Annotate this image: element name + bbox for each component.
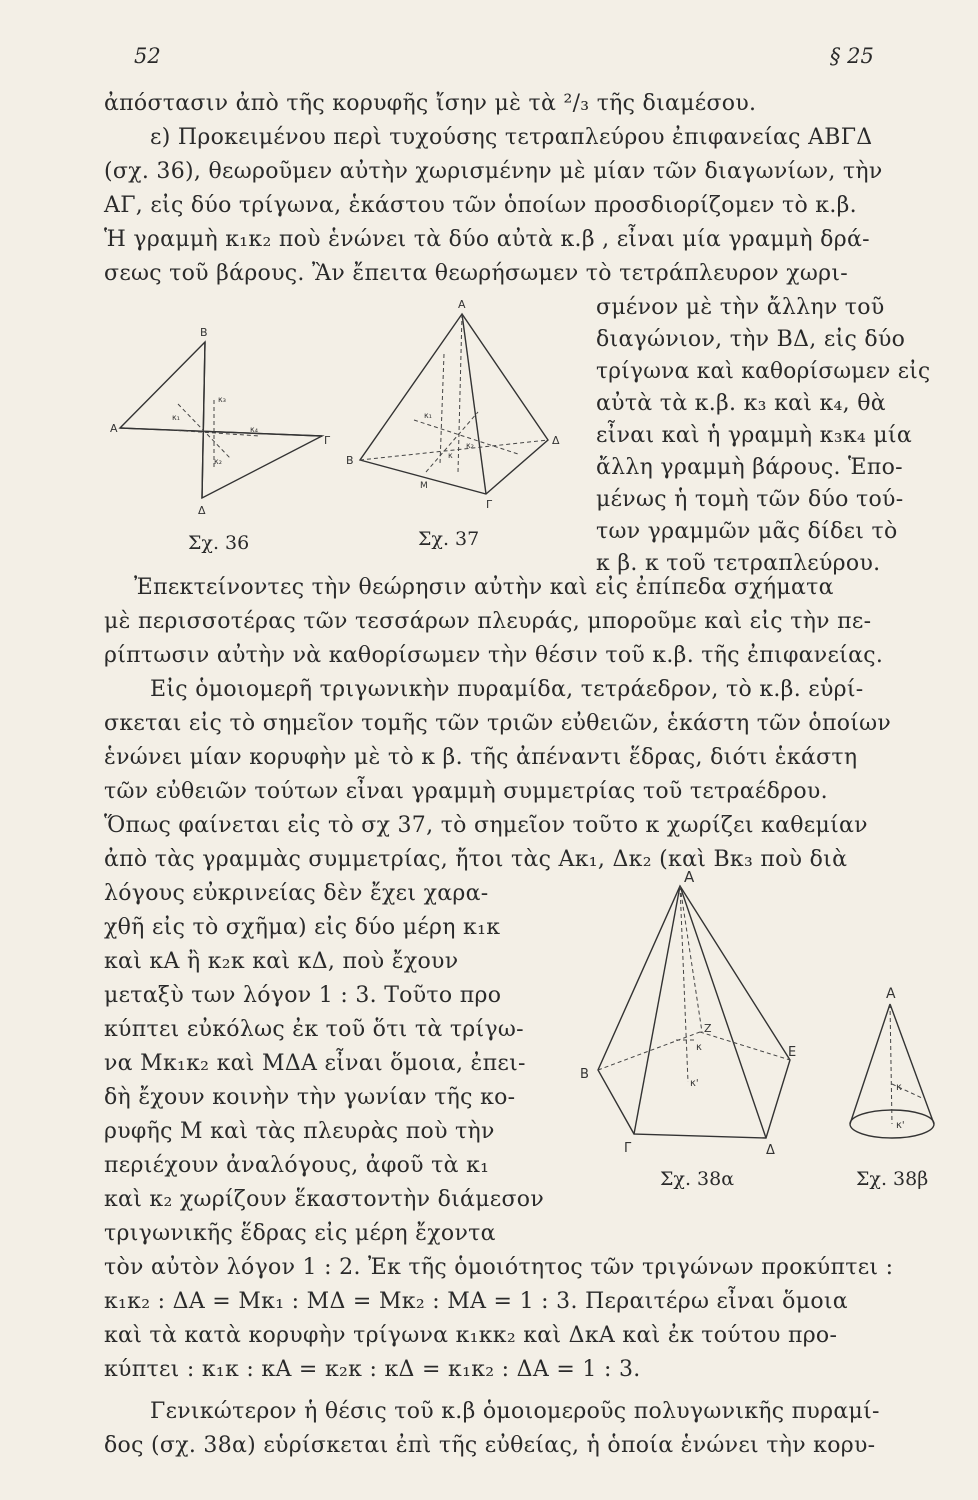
label-Z: Ζ [704,1022,712,1035]
figure-36 [110,320,340,520]
text-line: ΑΓ, εἰς δύο τρίγωνα, ἑκάστου τῶν ὁποίων προσδιορίζομεν τὸ κ.β. [104,193,857,218]
text-line: Ἡ γραμμὴ κ₁κ₂ ποὺ ἑνώνει τὰ δύο αὐτὰ κ.β , εἶναι μία γραμμὴ δρά- [104,227,870,252]
text-line: (σχ. 36), θεωροῦμεν αὐτὴν χωρισμένην μὲ μίαν τῶν διαγωνίων, τὴν [104,159,883,184]
text-line: κ β. κ τοῦ τετραπλεύρου. [596,551,881,576]
label-k-prime: κ' [896,1120,905,1131]
text-line: περιέχουν ἀναλόγους, ἀφοῦ τὰ κ₁ [104,1153,490,1178]
text-line: τῶν εὐθειῶν τούτων εἶναι γραμμὴ συμμετρίας τοῦ τετραέδρου. [104,779,828,804]
label-E: Ε [788,1045,797,1060]
label-k2: κ₂ [214,457,222,466]
label-M: Μ [420,481,428,491]
text-line: των γραμμῶν μᾶς δίδει τὸ [596,519,898,544]
text-line: τὸν αὐτὸν λόγον 1 : 2. Ἐκ τῆς ὁμοιότητος τῶν τριγώνων προκύπτει : [104,1255,894,1280]
text-line: καὶ κΑ ἢ κ₂κ καὶ κΔ, ποὺ ἔχουν [104,949,459,974]
text-line: Εἰς ὁμοιομερῆ τριγωνικὴν πυραμίδα, τετράεδρον, τὸ κ.β. εὑρί- [150,677,864,702]
label-k1: κ₁ [172,413,180,422]
text-line: μένως ἡ τομὴ τῶν δύο τού- [596,487,904,512]
caption-fig-38a: Σχ. 38α [660,1168,735,1190]
label-A: Α [886,986,896,1002]
label-G: Γ [624,1141,632,1156]
label-D: Δ [552,434,560,447]
label-k: κ [896,1082,902,1093]
text-line: μεταξὺ των λόγον 1 : 3. Τοῦτο προ [104,983,502,1008]
label-B: Β [580,1067,589,1082]
text-line: χθῆ εἰς τὸ σχῆμα) εἰς δύο μέρη κ₁κ [104,915,501,940]
text-line: Γενικώτερον ἡ θέσις τοῦ κ.β ὁμοιομεροῦς πολυγωνικῆς πυραμί- [150,1399,880,1424]
text-line: ρυφῆς Μ καὶ τὰς πλευρὰς ποὺ τὴν [104,1119,495,1144]
caption-fig-38b: Σχ. 38β [856,1168,929,1190]
text-line: κύπτει : κ₁κ : κΑ = κ₂κ : κΔ = κ₁κ₂ : ΔΑ = 1 : 3. [104,1357,641,1382]
caption-fig-36: Σχ. 36 [188,532,250,554]
text-line: αὐτὰ τὰ κ.β. κ₃ καὶ κ₄, θὰ [596,391,886,416]
text-line: κύπτει εὐκόλως ἐκ τοῦ ὅτι τὰ τρίγω- [104,1017,524,1042]
figure-38a [580,868,810,1162]
text-line: διαγώνιον, τὴν ΒΔ, εἰς δύο [596,327,906,352]
text-line: σμένον μὲ τὴν ἄλλην τοῦ [596,295,885,320]
text-line: δος (σχ. 38α) εὑρίσκεται ἐπὶ τῆς εὐθείας, ἡ ὁποία ἑνώνει τὴν κορυ- [104,1433,876,1458]
text-line: καὶ τὰ κατὰ κορυφὴν τρίγωνα κ₁κκ₂ καὶ ΔκΑ καὶ ἐκ τούτου προ- [104,1323,838,1348]
text-line: ἑνώνει μίαν κορυφὴν μὲ τὸ κ β. τῆς ἀπέναντι ἕδρας, διότι ἑκάστη [104,745,858,770]
label-D: Δ [766,1143,775,1158]
figure-37 [340,294,570,514]
text-line: ε) Προκειμένου περὶ τυχούσης τετραπλεύρου ἐπιφανείας ΑΒΓΔ [150,125,873,150]
label-k-prime: κ' [690,1078,699,1089]
page-number: 52 [134,44,161,68]
figure-38b [838,984,948,1164]
text-line: δὴ ἔχουν κοινὴν τὴν γωνίαν τῆς κο- [104,1085,516,1110]
label-k: κ [696,1042,702,1053]
label-G: Γ [324,434,331,447]
text-line: τρίγωνα καὶ καθορίσωμεν εἰς [596,359,931,384]
label-A: Α [110,422,118,435]
text-line: ἀπὸ τὰς γραμμὰς συμμετρίας, ἤτοι τὰς Ακ₁, Δκ₂ (καὶ Βκ₃ ποὺ διὰ [104,847,848,872]
label-B: Β [200,326,208,339]
text-line: Ἐπεκτείνοντες τὴν θεώρησιν αὐτὴν καὶ εἰς ἐπίπεδα σχήματα [134,575,834,600]
text-line: ἄλλη γραμμὴ βάρους. Ἑπο- [596,455,903,480]
label-B: Β [346,454,354,467]
label-D: Δ [198,504,206,517]
caption-fig-37: Σχ. 37 [418,528,480,550]
label-k3: κ₃ [218,395,226,404]
text-line: Ὅπως φαίνεται εἰς τὸ σχ 37, τὸ σημεῖον τοῦτο κ χωρίζει καθεμίαν [104,813,868,838]
text-line: τριγωνικῆς ἕδρας εἰς μέρη ἔχοντα [104,1221,496,1246]
text-line: λόγους εὐκρινείας δὲν ἔχει χαρα- [104,881,489,906]
text-line: να Μκ₁κ₂ καὶ ΜΔΑ εἶναι ὅμοια, ἐπει- [104,1051,526,1076]
text-line: ρίπτωσιν αὐτὴν νὰ καθορίσωμεν τὴν θέσιν τοῦ κ.β. τῆς ἐπιφανείας. [104,643,884,668]
text-line: σεως τοῦ βάρους. Ἂν ἔπειτα θεωρήσωμεν τὸ τετράπλευρον χωρι- [104,261,849,286]
text-line: μὲ περισσοτέρας τῶν τεσσάρων πλευράς, μποροῦμε καὶ εἰς τὴν πε- [104,609,872,634]
text-line: σκεται εἰς τὸ σημεῖον τομῆς τῶν τριῶν εὐθειῶν, ἑκάστη τῶν ὁποίων [104,711,892,736]
text-line: κ₁κ₂ : ΔΑ = Μκ₁ : ΜΔ = Μκ₂ : ΜΑ = 1 : 3. Περαιτέρω εἶναι ὅμοια [104,1289,848,1314]
text-line: ἀπόστασιν ἀπὸ τῆς κορυφῆς ἴσην μὲ τὰ ²/₃ τῆς διαμέσου. [104,91,757,116]
label-A: Α [684,868,695,886]
label-G: Γ [486,498,493,511]
label-A: Α [458,298,466,311]
text-line: εἶναι καὶ ἡ γραμμὴ κ₃κ₄ μία [596,423,912,448]
label-k4: κ₄ [250,425,258,434]
section-number: § 25 [830,44,874,68]
label-k: κ [448,451,453,460]
text-line: καὶ κ₂ χωρίζουν ἕκαστοντὴν διάμεσον [104,1187,545,1212]
label-k2: κ₂ [466,441,474,450]
label-k1: κ₁ [424,411,432,420]
